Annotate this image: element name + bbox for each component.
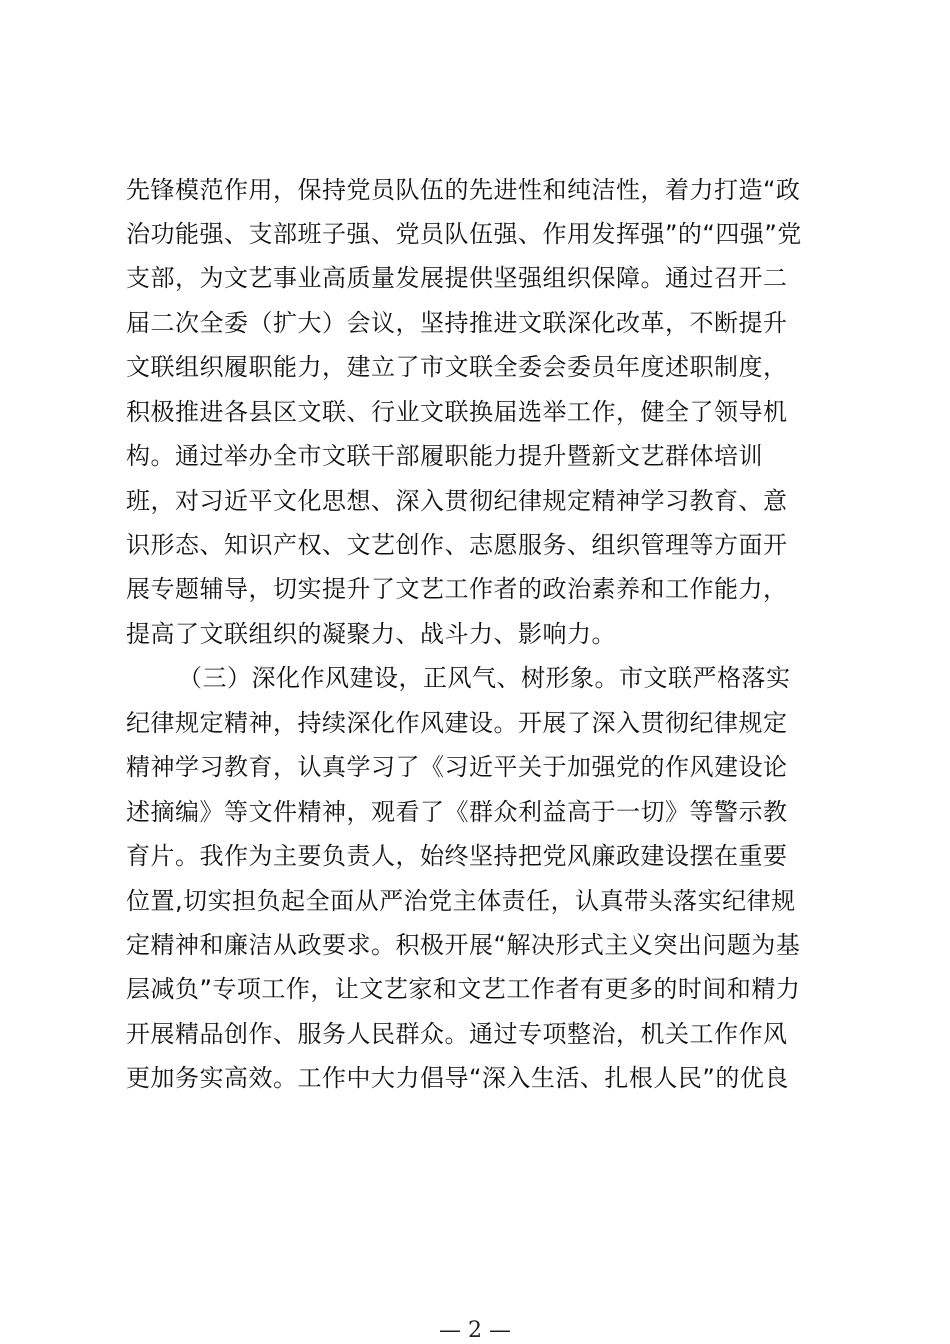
page-number: — 2 — [439, 1318, 511, 1343]
text-line: 更加务实高效。工作中大力倡导“深入生活、扎根人民”的优良 [126, 1064, 789, 1092]
text-line: 精神学习教育，认真学习了《习近平关于加强党的作风建设论 [126, 753, 788, 781]
text-line: 展专题辅导，切实提升了文艺工作者的政治素养和工作能力， [126, 575, 788, 603]
text-line: 班，对习近平文化思想、深入贯彻纪律规定精神学习教育、意 [126, 487, 788, 515]
text-line: 治功能强、支部班子强、党员队伍强、作用发挥强”的“四强”党 [126, 220, 802, 248]
text-line: 积极推进各县区文联、行业文联换届选举工作，健全了领导机 [126, 398, 788, 426]
text-line: 提高了文联组织的凝聚力、战斗力、影响力。 [126, 620, 616, 648]
text-line: 开展精品创作、服务人民群众。通过专项整治，机关工作作风 [126, 1020, 788, 1048]
text-line: 届二次全委（扩大）会议，坚持推进文联深化改革，不断提升 [126, 309, 788, 337]
text-line: 构。通过举办全市文联干部履职能力提升暨新文艺群体培训 [126, 442, 763, 470]
text-line: 层减负”专项工作，让文艺家和文艺工作者有更多的时间和精力 [126, 975, 801, 1003]
text-line: 位置,切实担负起全面从严治党主体责任，认真带头落实纪律规 [126, 887, 796, 915]
text-line: 纪律规定精神，持续深化作风建设。开展了深入贯彻纪律规定 [126, 709, 788, 737]
text-line: 定精神和廉洁从政要求。积极开展“解决形式主义突出问题为基 [126, 931, 801, 959]
text-line: 支部，为文艺事业高质量发展提供坚强组织保障。通过召开二 [126, 264, 788, 292]
text-line: 育片。我作为主要负责人，始终坚持把党风廉政建设摆在重要 [126, 842, 788, 870]
text-line: 述摘编》等文件精神，观看了《群众利益高于一切》等警示教 [126, 798, 788, 826]
text-line: 文联组织履职能力，建立了市文联全委会委员年度述职制度， [126, 353, 788, 381]
text-line: 先锋模范作用，保持党员队伍的先进性和纯洁性，着力打造“政 [126, 176, 801, 204]
text-line: 识形态、知识产权、文艺创作、志愿服务、组织管理等方面开 [126, 531, 788, 559]
section-heading-line: （三）深化作风建设，正风气、树形象。市文联严格落实 [178, 664, 791, 692]
